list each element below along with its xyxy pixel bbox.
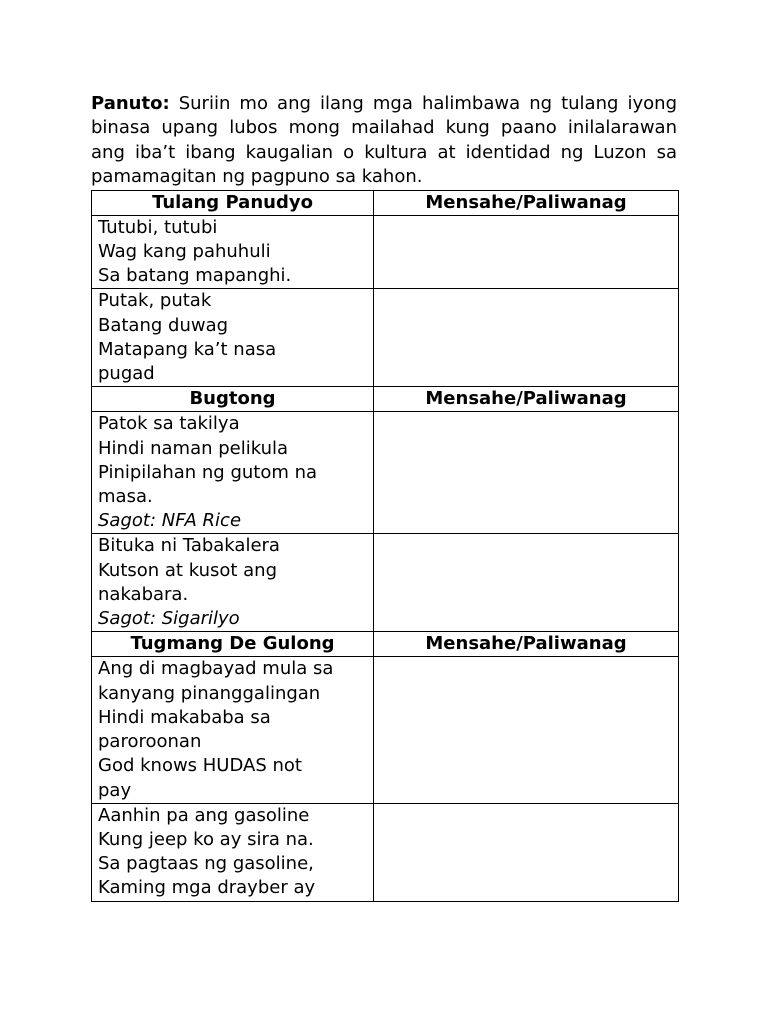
- poem-line: God knows HUDAS not: [98, 755, 302, 777]
- poem-line: Batang duwag: [98, 314, 229, 336]
- worksheet-page: [91, 92, 677, 902]
- section-title: Bugtong: [92, 387, 374, 412]
- table-row: [92, 412, 679, 534]
- instructions-label: Panuto:: [91, 93, 170, 114]
- table-row: [92, 289, 679, 387]
- poem-line: kanyang pinanggalingan: [98, 682, 321, 704]
- poem-cell: [92, 803, 374, 901]
- poem-line: Wag kang pahuhuli: [98, 241, 271, 263]
- poem-line: Sa batang mapanghi.: [98, 265, 292, 287]
- section-header-row: [92, 632, 679, 657]
- poem-line: Bituka ni Tabakalera: [98, 535, 280, 557]
- message-column-header: Mensahe/Paliwanag: [374, 632, 679, 657]
- poem-line: Aanhin pa ang gasoline: [98, 804, 310, 826]
- poem-line: Tutubi, tutubi: [98, 216, 218, 238]
- section-header-row: [92, 190, 679, 215]
- poem-cell: [92, 289, 374, 387]
- worksheet-table: [91, 190, 679, 902]
- poem-line: Kung jeep ko ay sira na.: [98, 828, 314, 850]
- poem-line: paroroonan: [98, 731, 202, 753]
- poem-line: pay: [98, 779, 132, 801]
- answer-line: Sagot: NFA Rice: [98, 510, 242, 532]
- poem-cell: [92, 412, 374, 534]
- message-answer-cell[interactable]: [374, 534, 679, 632]
- instructions-text: Suriin mo ang ilang mga halimbawa ng tulang iyong binasa upang lubos mong mailahad kung paano inilalarawan ang iba’t ibang kaugalian o kultura at identidad ng Luzon sa pamamagitan ng pagpuno sa kahon.: [91, 93, 677, 188]
- poem-line: Kutson at kusot ang: [98, 559, 278, 581]
- poem-line: pugad: [98, 363, 155, 385]
- message-column-header: Mensahe/Paliwanag: [374, 190, 679, 215]
- instructions-paragraph: [91, 92, 677, 190]
- message-answer-cell[interactable]: [374, 215, 679, 289]
- poem-cell: [92, 657, 374, 803]
- section-header-row: [92, 387, 679, 412]
- poem-line: Putak, putak: [98, 290, 212, 312]
- message-answer-cell[interactable]: [374, 289, 679, 387]
- message-column-header: Mensahe/Paliwanag: [374, 387, 679, 412]
- message-answer-cell[interactable]: [374, 412, 679, 534]
- poem-line: Sa pagtaas ng gasoline,: [98, 853, 314, 875]
- poem-cell: [92, 215, 374, 289]
- message-answer-cell[interactable]: [374, 803, 679, 901]
- answer-line: Sagot: Sigarilyo: [98, 608, 240, 630]
- poem-line: Matapang ka’t nasa: [98, 338, 277, 360]
- poem-line: Patok sa takilya: [98, 413, 240, 435]
- message-answer-cell[interactable]: [374, 657, 679, 803]
- table-row: [92, 215, 679, 289]
- poem-line: Hindi makababa sa: [98, 706, 271, 728]
- poem-line: Hindi naman pelikula: [98, 437, 289, 459]
- table-row: [92, 657, 679, 803]
- poem-line: masa.: [98, 486, 153, 508]
- poem-line: Kaming mga drayber ay: [98, 877, 316, 899]
- poem-line: Pinipilahan ng gutom na: [98, 461, 318, 483]
- table-row: [92, 803, 679, 901]
- poem-cell: [92, 534, 374, 632]
- poem-line: Ang di magbayad mula sa: [98, 658, 334, 680]
- section-title: Tulang Panudyo: [92, 190, 374, 215]
- table-row: [92, 534, 679, 632]
- poem-line: nakabara.: [98, 583, 189, 605]
- section-title: Tugmang De Gulong: [92, 632, 374, 657]
